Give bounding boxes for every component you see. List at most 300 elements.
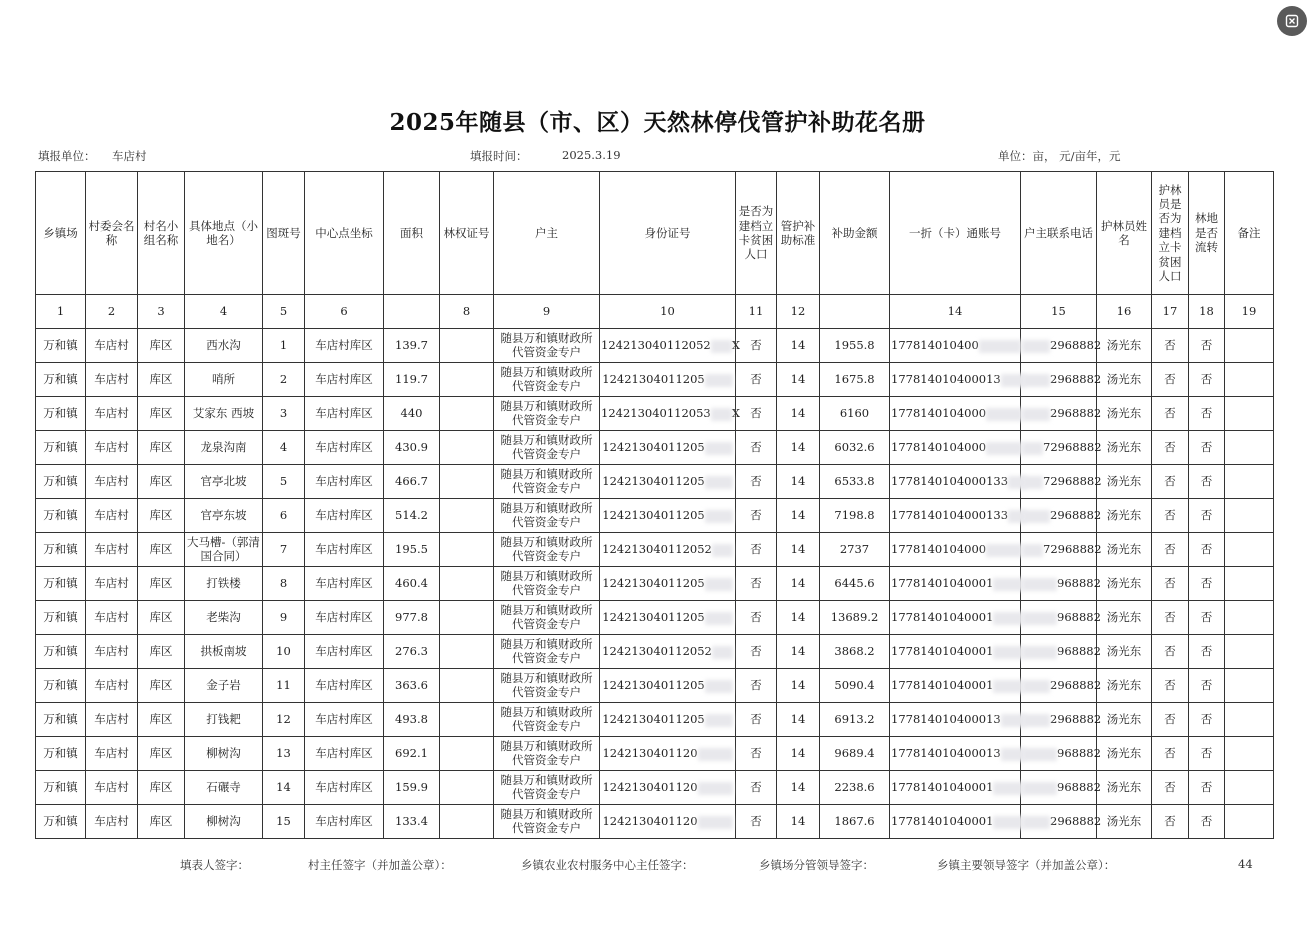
group-cell: 库区 — [138, 363, 185, 397]
subsidy-standard-cell: 14 — [777, 533, 820, 567]
subsidy-standard-cell: 14 — [777, 669, 820, 703]
subsidy-standard-cell: 14 — [777, 703, 820, 737]
column-number: 11 — [736, 295, 777, 329]
ranger-poor-cell: 否 — [1152, 499, 1189, 533]
place-cell: 打钱耙 — [185, 703, 263, 737]
phone-visible: 968882 — [1057, 576, 1101, 591]
redaction-blur — [1022, 340, 1050, 353]
owner-cell: 随县万和镇财政所代管资金专户 — [494, 431, 600, 465]
column-number: 18 — [1189, 295, 1225, 329]
owner-cell: 随县万和镇财政所代管资金专户 — [494, 601, 600, 635]
note-cell — [1225, 329, 1274, 363]
transfer-cell: 否 — [1189, 431, 1225, 465]
phone-visible: 72968882 — [1043, 542, 1102, 557]
subsidy-standard-cell: 14 — [777, 329, 820, 363]
owner-cell: 随县万和镇财政所代管资金专户 — [494, 567, 600, 601]
coordinate-cell: 车店村库区 — [305, 329, 384, 363]
transfer-cell: 否 — [1189, 499, 1225, 533]
place-cell: 西水沟 — [185, 329, 263, 363]
account-visible: 17781401040001 — [891, 678, 994, 693]
account-cell — [890, 397, 1021, 431]
id-number-visible: 124213040112052 — [602, 542, 712, 557]
id-number-visible: 12421304011205 — [602, 678, 705, 693]
subsidy-amount-cell: 7198.8 — [820, 499, 890, 533]
subsidy-standard-cell: 14 — [777, 465, 820, 499]
redaction-blur — [1022, 510, 1050, 523]
subsidy-amount-cell: 6160 — [820, 397, 890, 431]
phone-visible: 2968882 — [1050, 508, 1102, 523]
place-cell: 金子岩 — [185, 669, 263, 703]
column-header: 林权证号 — [440, 172, 494, 295]
ranger-cell: 汤光东 — [1097, 635, 1152, 669]
column-number-row — [36, 295, 1274, 329]
transfer-cell: 否 — [1189, 635, 1225, 669]
id-number-visible: 12421304011205 — [602, 712, 705, 727]
subsidy-amount-cell: 1867.6 — [820, 805, 890, 839]
redaction-blur — [993, 680, 1023, 693]
subsidy-standard-cell: 14 — [777, 499, 820, 533]
ranger-cell: 汤光东 — [1097, 567, 1152, 601]
ranger-poor-cell: 否 — [1152, 703, 1189, 737]
note-cell — [1225, 669, 1274, 703]
patch-cell: 8 — [263, 567, 305, 601]
subsidy-standard-cell: 14 — [777, 431, 820, 465]
subsidy-amount-cell: 5090.4 — [820, 669, 890, 703]
poor-status-cell: 否 — [736, 805, 777, 839]
area-cell: 460.4 — [384, 567, 440, 601]
area-cell: 692.1 — [384, 737, 440, 771]
group-cell: 库区 — [138, 567, 185, 601]
group-cell: 库区 — [138, 805, 185, 839]
place-cell: 打铁楼 — [185, 567, 263, 601]
phone-cell — [1021, 397, 1102, 431]
poor-status-cell: 否 — [736, 703, 777, 737]
column-header: 补助金额 — [820, 172, 890, 295]
ranger-poor-cell: 否 — [1152, 533, 1189, 567]
phone-cell — [1021, 465, 1102, 499]
time-value: 2025.3.19 — [562, 148, 621, 162]
owner-cell: 随县万和镇财政所代管资金专户 — [494, 533, 600, 567]
table-row — [36, 567, 1274, 601]
redaction-blur — [1022, 782, 1057, 795]
column-number: 8 — [440, 295, 494, 329]
agri-center-signature: 乡镇农业农村服务中心主任签字： — [521, 858, 694, 872]
id-number-cell — [600, 805, 736, 839]
id-number-visible: 124213040112052 — [601, 338, 711, 353]
ranger-cell: 汤光东 — [1097, 533, 1152, 567]
measure-units: 单位：亩， 元/亩年，元 — [998, 149, 1121, 163]
page-number: 44 — [1238, 857, 1253, 871]
poor-status-cell: 否 — [736, 499, 777, 533]
subsidy-standard-cell: 14 — [777, 397, 820, 431]
group-cell: 库区 — [138, 499, 185, 533]
town-cell: 万和镇 — [36, 363, 86, 397]
town-cell: 万和镇 — [36, 533, 86, 567]
town-cell: 万和镇 — [36, 465, 86, 499]
redaction-blur — [1022, 646, 1057, 659]
ranger-poor-cell: 否 — [1152, 635, 1189, 669]
phone-visible: 968882 — [1057, 644, 1101, 659]
transfer-cell: 否 — [1189, 771, 1225, 805]
ranger-cell: 汤光东 — [1097, 771, 1152, 805]
owner-cell: 随县万和镇财政所代管资金专户 — [494, 703, 600, 737]
subsidy-amount-cell: 6032.6 — [820, 431, 890, 465]
ranger-poor-cell: 否 — [1152, 737, 1189, 771]
phone-cell — [1021, 363, 1102, 397]
town-cell: 万和镇 — [36, 567, 86, 601]
phone-cell — [1021, 329, 1102, 363]
column-number: 19 — [1225, 295, 1274, 329]
area-cell: 430.9 — [384, 431, 440, 465]
group-cell: 库区 — [138, 533, 185, 567]
ranger-cell: 汤光东 — [1097, 431, 1152, 465]
phone-visible: 968882 — [1057, 610, 1101, 625]
ranger-poor-cell: 否 — [1152, 805, 1189, 839]
phone-cell — [1021, 703, 1102, 737]
phone-visible: 2968882 — [1050, 338, 1102, 353]
column-header: 村委会名称 — [86, 172, 138, 295]
redaction-blur — [1022, 578, 1057, 591]
table-row — [36, 771, 1274, 805]
certificate-cell — [440, 363, 494, 397]
id-number-cell — [600, 567, 736, 601]
town-cell: 万和镇 — [36, 499, 86, 533]
coordinate-cell: 车店村库区 — [305, 363, 384, 397]
account-cell — [890, 737, 1021, 771]
poor-status-cell: 否 — [736, 465, 777, 499]
owner-cell: 随县万和镇财政所代管资金专户 — [494, 499, 600, 533]
village-cell: 车店村 — [86, 635, 138, 669]
coordinate-cell: 车店村库区 — [305, 533, 384, 567]
redaction-blur — [986, 544, 1022, 557]
table-row — [36, 669, 1274, 703]
redaction-blur — [986, 408, 1022, 421]
table-row — [36, 737, 1274, 771]
town-cell: 万和镇 — [36, 669, 86, 703]
redaction-blur — [1022, 408, 1050, 421]
account-visible: 177814010400013 — [891, 372, 1001, 387]
patch-cell: 11 — [263, 669, 305, 703]
village-cell: 车店村 — [86, 737, 138, 771]
redaction-blur — [698, 782, 733, 795]
town-cell: 万和镇 — [36, 601, 86, 635]
redaction-blur — [993, 816, 1023, 829]
subsidy-amount-cell: 1675.8 — [820, 363, 890, 397]
patch-cell: 7 — [263, 533, 305, 567]
id-number-cell — [600, 533, 736, 567]
column-header: 身份证号 — [600, 172, 736, 295]
redaction-blur — [705, 714, 733, 727]
ranger-poor-cell: 否 — [1152, 567, 1189, 601]
ranger-cell: 汤光东 — [1097, 737, 1152, 771]
column-number: 16 — [1097, 295, 1152, 329]
table-row — [36, 397, 1274, 431]
group-cell: 库区 — [138, 635, 185, 669]
redaction-blur — [1022, 680, 1050, 693]
poor-status-cell: 否 — [736, 737, 777, 771]
account-cell — [890, 465, 1021, 499]
account-cell — [890, 567, 1021, 601]
group-cell: 库区 — [138, 431, 185, 465]
poor-status-cell: 否 — [736, 771, 777, 805]
certificate-cell — [440, 669, 494, 703]
header-row — [36, 172, 1274, 295]
patch-cell: 15 — [263, 805, 305, 839]
id-number-tail: X — [731, 338, 740, 353]
village-cell: 车店村 — [86, 363, 138, 397]
area-cell: 493.8 — [384, 703, 440, 737]
account-visible: 17781401040001 — [891, 644, 994, 659]
subsidy-standard-cell: 14 — [777, 771, 820, 805]
subsidy-standard-cell: 14 — [777, 635, 820, 669]
transfer-cell: 否 — [1189, 601, 1225, 635]
note-cell — [1225, 533, 1274, 567]
area-cell: 977.8 — [384, 601, 440, 635]
redaction-blur — [711, 408, 732, 421]
patch-cell: 3 — [263, 397, 305, 431]
subsidy-amount-cell: 13689.2 — [820, 601, 890, 635]
account-cell — [890, 329, 1021, 363]
place-cell: 拱板南坡 — [185, 635, 263, 669]
redaction-blur — [705, 374, 733, 387]
time-label: 填报时间： — [470, 149, 528, 163]
note-cell — [1225, 703, 1274, 737]
roster-table — [35, 171, 1274, 839]
transfer-cell: 否 — [1189, 397, 1225, 431]
ranger-cell: 汤光东 — [1097, 499, 1152, 533]
redaction-blur — [712, 646, 733, 659]
id-number-visible: 1242130401120 — [602, 814, 698, 829]
poor-status-cell: 否 — [736, 601, 777, 635]
ranger-cell: 汤光东 — [1097, 329, 1152, 363]
area-cell: 159.9 — [384, 771, 440, 805]
certificate-cell — [440, 703, 494, 737]
note-cell — [1225, 363, 1274, 397]
id-number-cell — [600, 601, 736, 635]
subsidy-standard-cell: 14 — [777, 601, 820, 635]
table-row — [36, 329, 1274, 363]
table-row — [36, 465, 1274, 499]
owner-cell: 随县万和镇财政所代管资金专户 — [494, 465, 600, 499]
certificate-cell — [440, 805, 494, 839]
redaction-blur — [711, 340, 732, 353]
filler-signature: 填表人签字： — [180, 858, 249, 872]
coordinate-cell: 车店村库区 — [305, 805, 384, 839]
column-number — [820, 295, 890, 329]
account-visible: 1778140104000 — [891, 406, 987, 421]
town-cell: 万和镇 — [36, 703, 86, 737]
coordinate-cell: 车店村库区 — [305, 771, 384, 805]
close-button[interactable] — [1277, 6, 1307, 36]
subsidy-amount-cell: 3868.2 — [820, 635, 890, 669]
transfer-cell: 否 — [1189, 669, 1225, 703]
subsidy-standard-cell: 14 — [777, 737, 820, 771]
phone-visible: 72968882 — [1043, 440, 1102, 455]
town-cell: 万和镇 — [36, 397, 86, 431]
town-cell: 万和镇 — [36, 431, 86, 465]
account-cell — [890, 771, 1021, 805]
id-number-visible: 12421304011205 — [602, 576, 705, 591]
note-cell — [1225, 737, 1274, 771]
account-visible: 177814010400013 — [891, 712, 1001, 727]
coordinate-cell: 车店村库区 — [305, 431, 384, 465]
place-cell: 柳树沟 — [185, 737, 263, 771]
phone-cell — [1021, 533, 1102, 567]
poor-status-cell: 否 — [736, 567, 777, 601]
redaction-blur — [705, 578, 733, 591]
column-header: 户主 — [494, 172, 600, 295]
owner-cell: 随县万和镇财政所代管资金专户 — [494, 737, 600, 771]
column-header: 图斑号 — [263, 172, 305, 295]
column-number: 15 — [1021, 295, 1097, 329]
id-number-visible: 12421304011205 — [602, 508, 705, 523]
column-header: 乡镇场 — [36, 172, 86, 295]
patch-cell: 14 — [263, 771, 305, 805]
patch-cell: 10 — [263, 635, 305, 669]
phone-visible: 2968882 — [1050, 372, 1102, 387]
coordinate-cell: 车店村库区 — [305, 499, 384, 533]
place-cell: 龙泉沟南 — [185, 431, 263, 465]
patch-cell: 5 — [263, 465, 305, 499]
subsidy-amount-cell: 1955.8 — [820, 329, 890, 363]
column-number: 2 — [86, 295, 138, 329]
account-visible: 1778140104000133 — [891, 474, 1009, 489]
column-header: 中心点坐标 — [305, 172, 384, 295]
note-cell — [1225, 431, 1274, 465]
document-title: 2025年随县（市、区）天然林停伐管护补助花名册 — [389, 109, 926, 136]
account-visible: 17781401040001 — [891, 814, 994, 829]
transfer-cell: 否 — [1189, 329, 1225, 363]
redaction-blur — [705, 510, 733, 523]
patch-cell: 4 — [263, 431, 305, 465]
place-cell: 石碾寺 — [185, 771, 263, 805]
coordinate-cell: 车店村库区 — [305, 635, 384, 669]
phone-visible: 2968882 — [1050, 406, 1102, 421]
transfer-cell: 否 — [1189, 737, 1225, 771]
coordinate-cell: 车店村库区 — [305, 737, 384, 771]
transfer-cell: 否 — [1189, 363, 1225, 397]
phone-cell — [1021, 737, 1101, 771]
id-number-cell — [600, 465, 736, 499]
account-visible: 177814010400013 — [891, 746, 1001, 761]
account-cell — [890, 703, 1021, 737]
area-cell: 466.7 — [384, 465, 440, 499]
unit-label: 填报单位： — [38, 149, 96, 163]
phone-visible: 968882 — [1057, 746, 1101, 761]
certificate-cell — [440, 737, 494, 771]
column-number: 1 — [36, 295, 86, 329]
patch-cell: 6 — [263, 499, 305, 533]
account-cell — [890, 601, 1021, 635]
subsidy-amount-cell: 2238.6 — [820, 771, 890, 805]
redaction-blur — [705, 680, 733, 693]
ranger-cell: 汤光东 — [1097, 363, 1152, 397]
patch-cell: 1 — [263, 329, 305, 363]
id-number-visible: 1242130401120 — [602, 780, 698, 795]
village-cell: 车店村 — [86, 601, 138, 635]
coordinate-cell: 车店村库区 — [305, 669, 384, 703]
coordinate-cell: 车店村库区 — [305, 601, 384, 635]
place-cell: 柳树沟 — [185, 805, 263, 839]
village-cell: 车店村 — [86, 771, 138, 805]
column-number: 10 — [600, 295, 736, 329]
note-cell — [1225, 499, 1274, 533]
place-cell: 大马槽-（郭清国合同） — [185, 533, 263, 567]
main-leader-signature: 乡镇主要领导签字（并加盖公章）： — [937, 858, 1116, 872]
phone-cell — [1021, 499, 1102, 533]
account-visible: 1778140104000 — [891, 542, 987, 557]
note-cell — [1225, 397, 1274, 431]
owner-cell: 随县万和镇财政所代管资金专户 — [494, 635, 600, 669]
redaction-blur — [1022, 612, 1057, 625]
account-cell — [890, 431, 1021, 465]
village-cell: 车店村 — [86, 329, 138, 363]
redaction-blur — [1022, 816, 1050, 829]
column-header: 是否为建档立卡贫困人口 — [736, 172, 777, 295]
owner-cell: 随县万和镇财政所代管资金专户 — [494, 363, 600, 397]
phone-visible: 2968882 — [1050, 678, 1102, 693]
ranger-poor-cell: 否 — [1152, 771, 1189, 805]
redaction-blur — [1022, 714, 1050, 727]
area-cell: 133.4 — [384, 805, 440, 839]
id-number-visible: 12421304011205 — [602, 440, 705, 455]
ranger-cell: 汤光东 — [1097, 703, 1152, 737]
column-header: 管护补助标准 — [777, 172, 820, 295]
certificate-cell — [440, 533, 494, 567]
column-header: 备注 — [1225, 172, 1274, 295]
redaction-blur — [705, 612, 733, 625]
poor-status-cell: 否 — [736, 669, 777, 703]
id-number-cell — [600, 329, 740, 363]
ranger-poor-cell: 否 — [1152, 601, 1189, 635]
area-cell: 276.3 — [384, 635, 440, 669]
table-row — [36, 635, 1274, 669]
phone-cell — [1021, 805, 1102, 839]
certificate-cell — [440, 431, 494, 465]
transfer-cell: 否 — [1189, 465, 1225, 499]
owner-cell: 随县万和镇财政所代管资金专户 — [494, 669, 600, 703]
area-cell: 119.7 — [384, 363, 440, 397]
phone-visible: 72968882 — [1043, 474, 1102, 489]
village-cell: 车店村 — [86, 533, 138, 567]
table-row — [36, 533, 1274, 567]
redaction-blur — [1022, 544, 1043, 557]
note-cell — [1225, 805, 1274, 839]
leader-signature: 乡镇场分管领导签字： — [759, 858, 874, 872]
redaction-blur — [1022, 748, 1057, 761]
account-cell — [890, 533, 1021, 567]
ranger-poor-cell: 否 — [1152, 669, 1189, 703]
id-number-cell — [600, 431, 736, 465]
group-cell: 库区 — [138, 329, 185, 363]
account-visible: 1778140104000133 — [891, 508, 1009, 523]
column-number: 9 — [494, 295, 600, 329]
transfer-cell: 否 — [1189, 703, 1225, 737]
phone-visible: 968882 — [1057, 780, 1101, 795]
column-number: 17 — [1152, 295, 1189, 329]
village-cell: 车店村 — [86, 499, 138, 533]
account-cell — [890, 635, 1021, 669]
unit-value: 车店村 — [112, 149, 147, 163]
ranger-cell: 汤光东 — [1097, 601, 1152, 635]
account-cell — [890, 805, 1021, 839]
note-cell — [1225, 635, 1274, 669]
coordinate-cell: 车店村库区 — [305, 567, 384, 601]
redaction-blur — [698, 816, 733, 829]
transfer-cell: 否 — [1189, 533, 1225, 567]
transfer-cell: 否 — [1189, 567, 1225, 601]
column-header: 护林员姓名 — [1097, 172, 1152, 295]
